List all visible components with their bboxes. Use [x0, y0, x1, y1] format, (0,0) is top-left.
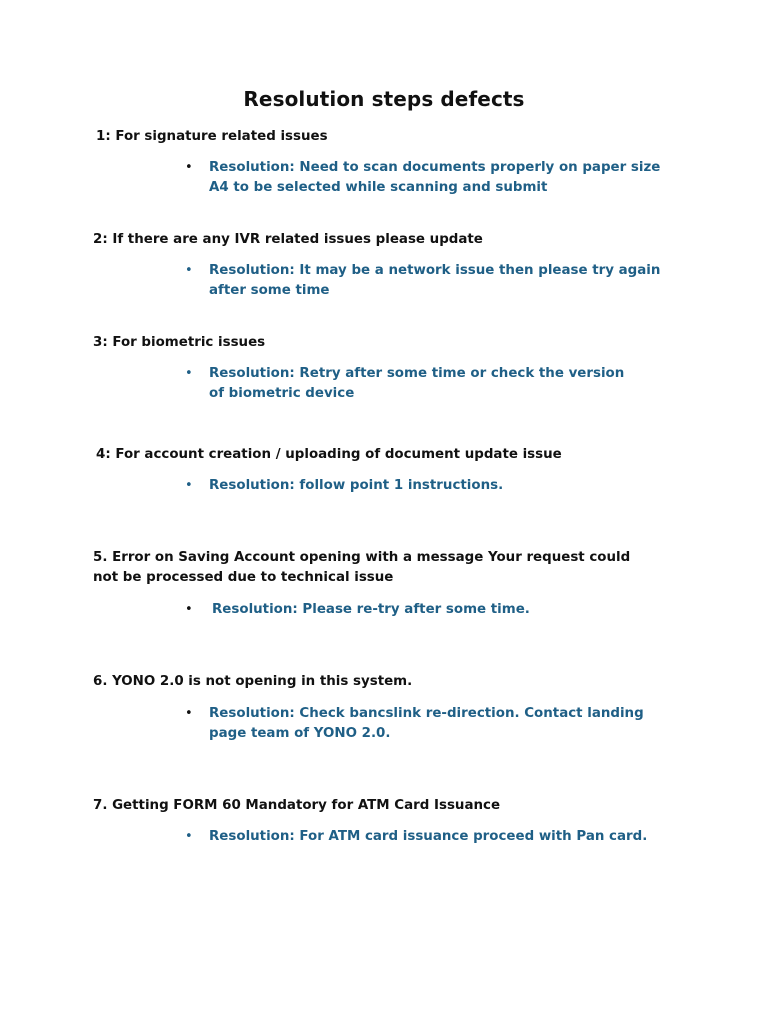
resolution-4: Resolution: follow point 1 instructions.: [209, 478, 504, 493]
issue-7-heading: 7. Getting FORM 60 Mandatory for ATM Card Issuance: [93, 798, 501, 813]
issue-4-heading: 4: For account creation / uploading of document update issue: [96, 447, 562, 462]
resolution-3: Resolution: Retry after some time or check the version of biometric device: [209, 366, 625, 401]
issue-1-heading: 1: For signature related issues: [96, 129, 328, 144]
resolution-5: Resolution: Please re-try after some time.: [212, 602, 530, 617]
bullet-icon: •: [185, 478, 193, 493]
bullet-icon: •: [185, 829, 193, 844]
issue-6-heading: 6. YONO 2.0 is not opening in this system.: [93, 674, 413, 689]
resolution-7: Resolution: For ATM card issuance proceed with Pan card.: [209, 829, 648, 844]
resolution-1: Resolution: Need to scan documents properly on paper size A4 to be selected while scanning and submit: [209, 160, 661, 195]
bullet-icon: •: [185, 160, 193, 175]
bullet-icon: •: [185, 602, 193, 617]
issue-3-heading: 3: For biometric issues: [93, 335, 266, 350]
page-title: Resolution steps defects: [243, 87, 525, 111]
bullet-icon: •: [185, 263, 193, 278]
issue-2-heading: 2: If there are any IVR related issues please update: [93, 232, 483, 247]
bullet-icon: •: [185, 706, 193, 721]
bullet-icon: •: [185, 366, 193, 381]
issue-5-heading: 5. Error on Saving Account opening with a message Your request could not be processed due to technical issue: [93, 550, 631, 585]
resolution-2: Resolution: It may be a network issue then please try again after some time: [209, 263, 661, 298]
resolution-6: Resolution: Check bancslink re-direction. Contact landing page team of YONO 2.0.: [209, 706, 644, 741]
